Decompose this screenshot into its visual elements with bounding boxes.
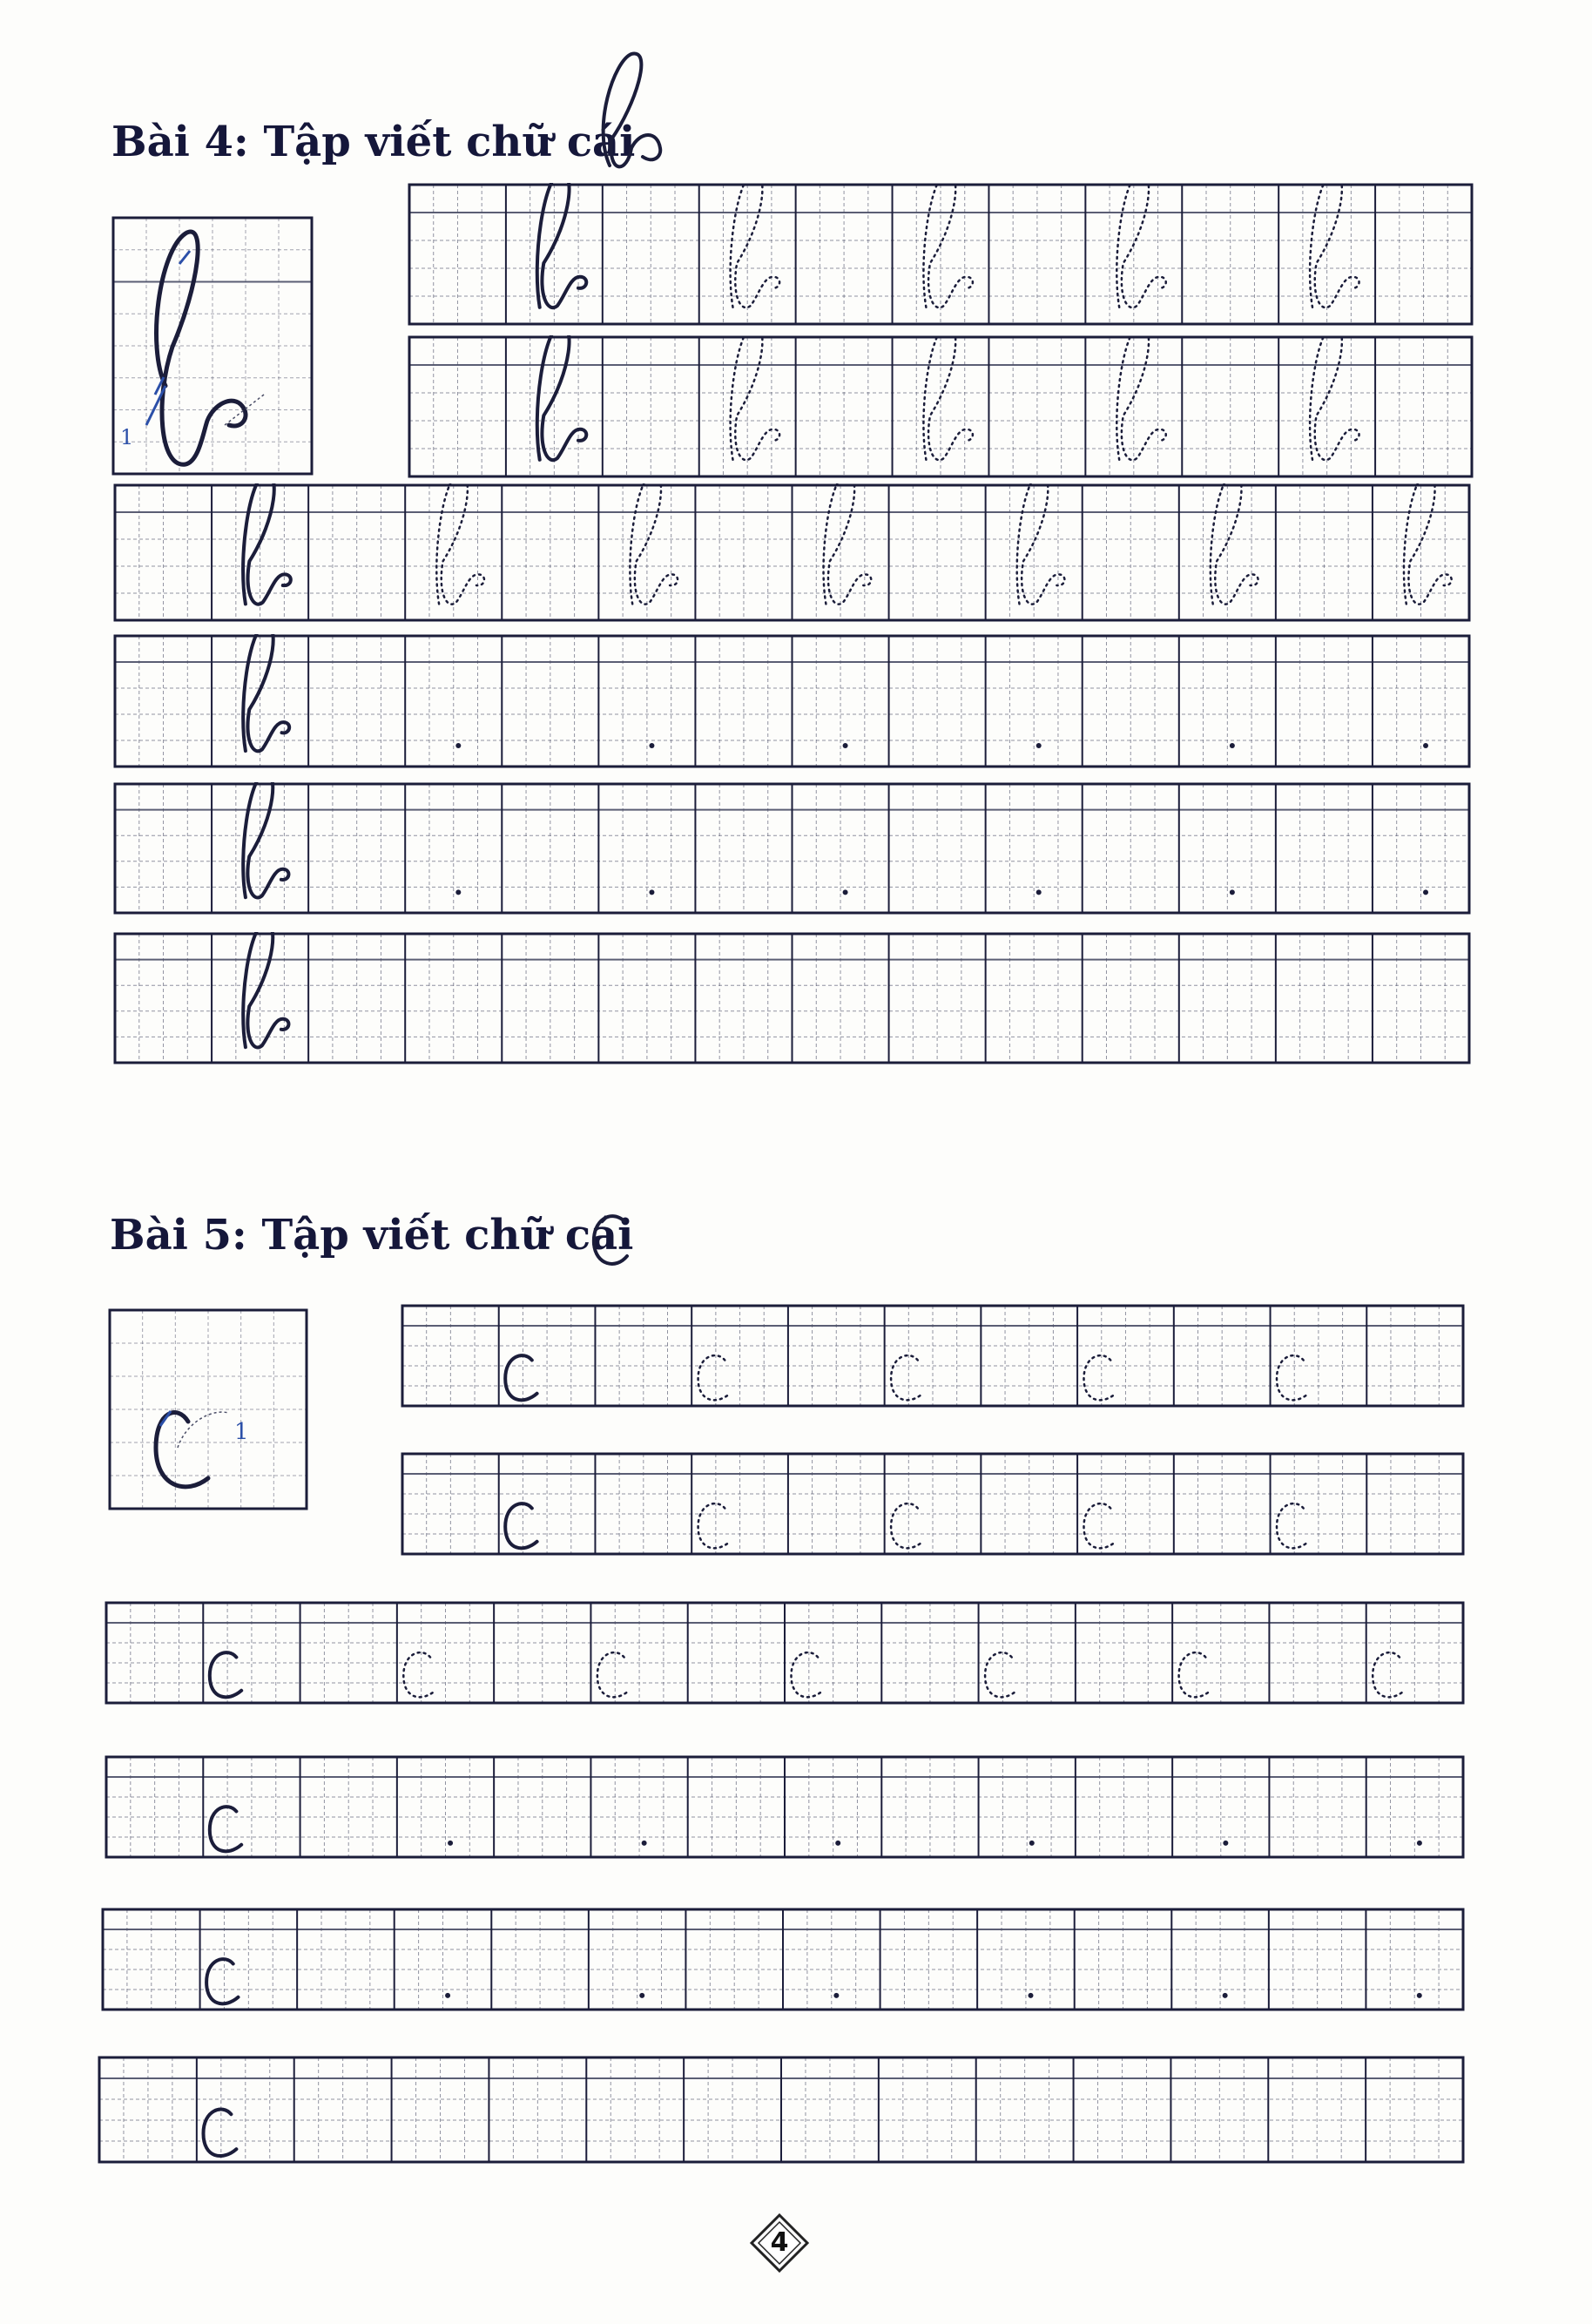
- start-dot: [843, 743, 848, 748]
- demo-letter-c: [156, 1413, 208, 1487]
- lesson-c-practice-row-2: [401, 1452, 1465, 1556]
- traced-letter-c: [403, 1652, 435, 1697]
- start-dot: [1230, 889, 1235, 895]
- model-letter-b: [243, 634, 289, 751]
- start-dot: [1223, 1993, 1228, 1998]
- start-dot: [1423, 889, 1428, 895]
- model-letter-c: [204, 2110, 237, 2156]
- lesson-b-practice-row-3: [113, 483, 1471, 622]
- lesson-b-practice-row-2: [408, 335, 1474, 478]
- model-letter-c: [210, 1807, 241, 1851]
- traced-letter-b: [1310, 183, 1359, 307]
- traced-letter-c: [1084, 1503, 1116, 1548]
- model-letter-b: [537, 335, 587, 460]
- traced-letter-c: [1277, 1355, 1308, 1400]
- lesson-5-title-letter-c: [585, 1211, 637, 1272]
- start-dot: [1029, 1993, 1034, 1998]
- lesson-c-practice-row-3: [105, 1601, 1465, 1705]
- model-letter-b: [243, 932, 288, 1048]
- start-dot: [649, 743, 654, 748]
- start-dot: [833, 1993, 839, 1998]
- traced-letter-c: [597, 1652, 629, 1697]
- start-dot: [843, 889, 848, 895]
- lesson-5-stroke-demo: [108, 1308, 308, 1510]
- model-letter-b: [243, 483, 291, 605]
- lesson-4-stroke-demo: [111, 216, 314, 476]
- traced-letter-c: [891, 1503, 922, 1548]
- start-dot: [1036, 743, 1042, 748]
- start-dot: [1423, 743, 1428, 748]
- traced-letter-b: [923, 183, 972, 307]
- lesson-b-practice-row-6: [113, 932, 1471, 1064]
- traced-letter-c: [891, 1355, 922, 1400]
- lesson-c-practice-row-5: [101, 1908, 1465, 2011]
- start-dot: [448, 1841, 453, 1846]
- traced-letter-b: [630, 483, 678, 605]
- start-dot: [455, 743, 461, 748]
- traced-letter-b: [1404, 483, 1452, 605]
- start-dot: [1230, 743, 1235, 748]
- model-letter-c: [505, 1503, 536, 1548]
- traced-letter-c: [792, 1652, 823, 1697]
- traced-letter-c: [1373, 1652, 1404, 1697]
- stroke-number: 1: [234, 1419, 249, 1445]
- start-dot: [649, 889, 654, 895]
- start-dot: [1029, 1841, 1035, 1846]
- lesson-c-practice-row-1: [401, 1304, 1465, 1408]
- traced-letter-b: [1116, 183, 1165, 307]
- start-dot: [1036, 889, 1042, 895]
- start-dot: [445, 1993, 450, 1998]
- traced-letter-b: [731, 183, 780, 307]
- traced-letter-b: [1310, 335, 1359, 460]
- start-dot: [1417, 1841, 1422, 1846]
- traced-letter-b: [1017, 483, 1065, 605]
- start-dot: [835, 1841, 840, 1846]
- model-letter-c: [210, 1652, 241, 1697]
- traced-letter-b: [436, 483, 484, 605]
- stroke-number: 1: [120, 425, 134, 449]
- start-dot: [642, 1841, 647, 1846]
- traced-letter-c: [1084, 1355, 1116, 1400]
- model-letter-c: [505, 1355, 536, 1400]
- traced-letter-c: [1277, 1503, 1308, 1548]
- lesson-b-practice-row-1: [408, 183, 1474, 326]
- traced-letter-b: [1116, 335, 1165, 460]
- traced-letter-c: [698, 1355, 731, 1400]
- traced-letter-b: [824, 483, 872, 605]
- page-number: 4: [770, 2227, 789, 2258]
- demo-letter-b: [157, 232, 246, 464]
- start-dot: [1223, 1841, 1228, 1846]
- traced-letter-c: [1179, 1652, 1211, 1697]
- traced-letter-b: [923, 335, 972, 460]
- lesson-c-practice-row-6: [98, 2056, 1465, 2164]
- lesson-4-title-letter-b: [592, 44, 671, 183]
- traced-letter-c: [698, 1503, 731, 1548]
- start-dot: [455, 889, 461, 895]
- lesson-c-practice-row-4: [105, 1755, 1465, 1859]
- model-letter-b: [537, 183, 587, 307]
- traced-letter-c: [985, 1652, 1016, 1697]
- traced-letter-b: [1211, 483, 1258, 605]
- lesson-5-title: Bài 5: Tập viết chữ cái: [110, 1211, 634, 1260]
- lesson-b-practice-row-5: [113, 782, 1471, 915]
- lesson-b-practice-row-4: [113, 634, 1471, 768]
- lesson-4-title: Bài 4: Tập viết chữ cái: [111, 118, 636, 166]
- model-letter-c: [206, 1959, 238, 2003]
- start-dot: [639, 1993, 644, 1998]
- start-dot: [1417, 1993, 1422, 1998]
- model-letter-b: [243, 782, 288, 898]
- traced-letter-b: [731, 335, 780, 460]
